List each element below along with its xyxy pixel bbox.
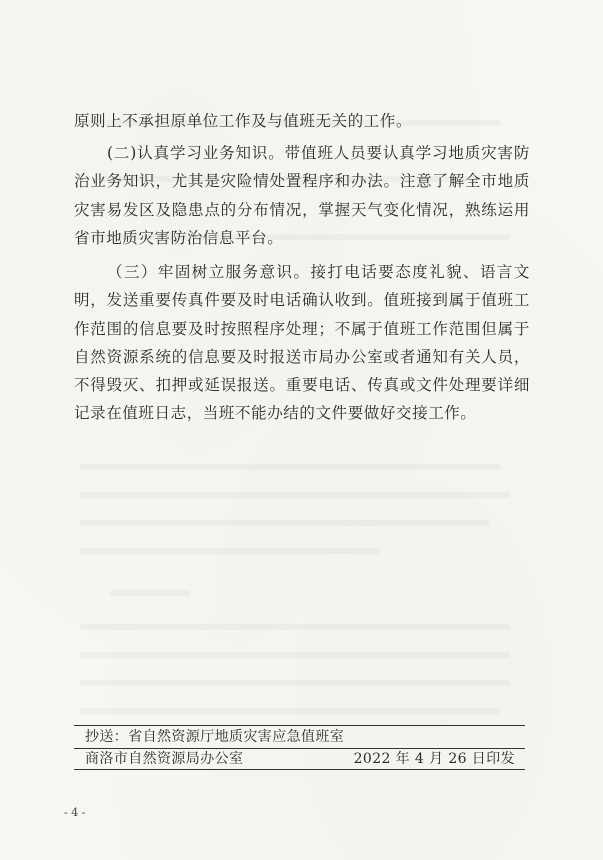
issuing-office: 商洛市自然资源局办公室 — [85, 751, 244, 767]
cc-recipients: 抄送：省自然资源厅地质灾害应急值班室 — [85, 729, 345, 745]
body-paragraph-service-awareness: （三）牢固树立服务意识。接打电话要态度礼貌、语言文明，发送重要传真件要及时电话确认收到。值班接到属于值班工作范围的信息要及时按照程序处理；不属于值班工作范围但属于自然资源系统的信息要及时报送市局办公室或者通知有关人员，不得毁灭、扣押或延误报送。重要电话、传真或文件处理要详细记录在值班日志，当班不能办结的文件要做好交接工作。 — [74, 263, 530, 423]
body-paragraph-study-knowledge: (二)认真学习业务知识。带值班人员要认真学习地质灾害防治业务知识，尤其是灾险情处置程序和办法。注意了解全市地质灾害易发区及隐患点的分布情况，掌握天气变化情况，熟练运用省市地质灾害防治信息平台。 — [74, 144, 530, 247]
issue-date: 2022 年 4 月 26 日印发 — [353, 751, 515, 767]
body-paragraph-continuation: 原则上不承担原单位工作及与值班无关的工作。 — [74, 112, 413, 130]
footer-rule-top — [74, 725, 525, 726]
page-number: - 4 - — [64, 806, 86, 819]
footer-rule-middle — [74, 748, 525, 749]
footer-rule-bottom — [74, 769, 525, 770]
